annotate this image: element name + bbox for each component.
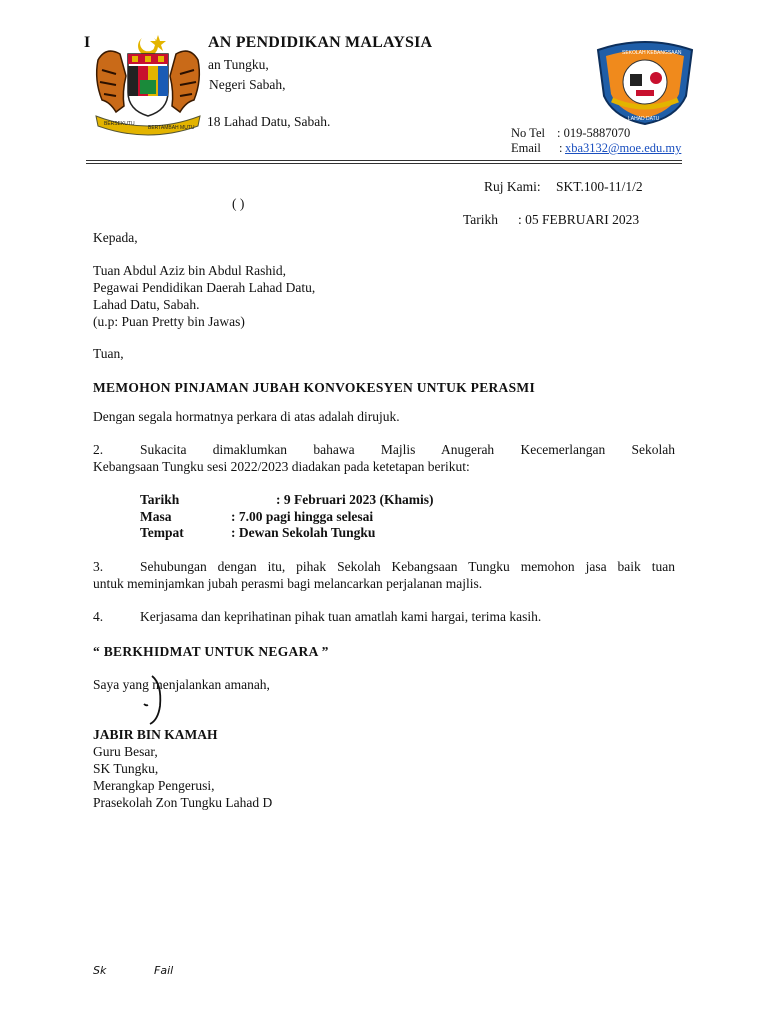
- closing: Saya yang menjalankan amanah,: [93, 677, 270, 692]
- address-line-1: an Tungku,: [208, 57, 269, 72]
- paragraph-3-line-2: untuk meminjamkan jubah perasmi bagi melancarkan perjalanan majlis.: [93, 576, 483, 591]
- signature: [138, 670, 178, 730]
- tel-value: : 019-5887070: [557, 126, 631, 140]
- address-line-2: Negeri Sabah,: [209, 77, 286, 92]
- signatory-line-1: Guru Besar,: [93, 744, 158, 759]
- detail-time-label: Masa: [140, 509, 172, 524]
- coat-banner-left: BERSEKUTU: [104, 121, 135, 127]
- recipient-line-2: Pegawai Pendidikan Daerah Lahad Datu,: [93, 280, 316, 295]
- email-colon: :: [559, 141, 563, 155]
- paragraph-4-number: 4.: [93, 609, 104, 624]
- paragraph-3-number: 3.: [93, 559, 104, 574]
- salutation: Tuan,: [93, 346, 124, 361]
- signatory-line-3: Merangkap Pengerusi,: [93, 778, 215, 793]
- recipient-line-4: (u.p: Puan Pretty bin Jawas): [93, 314, 245, 329]
- footer-copy-sk: Sk: [93, 964, 107, 977]
- paragraph-2-line-1: Sukacita dimaklumkan bahawa Majlis Anugerah Kecemerlangan Sekolah: [140, 442, 675, 457]
- coat-banner-right: BERTAMBAH MUTU: [148, 125, 195, 131]
- date-value: : 05 FEBRUARI 2023: [518, 212, 640, 227]
- letter-subject: MEMOHON PINJAMAN JUBAH KONVOKESYEN UNTUK PERASMI: [93, 380, 536, 395]
- paragraph-4-text: Kerjasama dan keprihatinan pihak tuan amatlah kami hargai, terima kasih.: [140, 609, 542, 624]
- recipient-kepada: Kepada,: [93, 230, 138, 245]
- school-logo-bottom-text: LAHAD DATU: [628, 116, 660, 122]
- detail-date-value: : 9 Februari 2023 (Khamis): [276, 492, 434, 507]
- header-divider: [86, 160, 682, 161]
- detail-venue-value: : Dewan Sekolah Tungku: [231, 525, 376, 540]
- motto: “ BERKHIDMAT UNTUK NEGARA ”: [93, 644, 329, 659]
- paragraph-3-line-1: Sehubungan dengan itu, pihak Sekolah Kebangsaan Tungku memohon jasa baik tuan: [140, 559, 675, 574]
- ref-parenthesis: ( ): [232, 196, 245, 211]
- ref-value: SKT.100-11/1/2: [556, 179, 643, 194]
- email-link[interactable]: xba3132@moe.edu.my: [565, 141, 682, 155]
- recipient-line-3: Lahad Datu, Sabah.: [93, 297, 200, 312]
- detail-venue-label: Tempat: [140, 525, 184, 540]
- school-logo: [592, 36, 698, 126]
- email-label: Email: [511, 141, 541, 155]
- paragraph-2-number: 2.: [93, 442, 104, 457]
- detail-date-label: Tarikh: [140, 492, 180, 507]
- date-label: Tarikh: [463, 212, 499, 227]
- school-logo-top-text: SEKOLAH KEBANGSAAN: [622, 50, 682, 56]
- letterhead-title-text: AN PENDIDIKAN MALAYSIA: [208, 34, 433, 51]
- paragraph-2-line-2: Kebangsaan Tungku sesi 2022/2023 diadakan pada ketetapan berikut:: [93, 459, 470, 474]
- letterhead-title-prefix: I: [84, 34, 91, 51]
- signatory-name: JABIR BIN KAMAH: [93, 727, 218, 742]
- recipient-line-1: Tuan Abdul Aziz bin Abdul Rashid,: [93, 263, 287, 278]
- tel-label: No Tel: [511, 126, 545, 140]
- footer-copy-fail: Fail: [154, 964, 174, 977]
- signatory-line-4: Prasekolah Zon Tungku Lahad D: [93, 795, 273, 810]
- detail-time-value: : 7.00 pagi hingga selesai: [231, 509, 374, 524]
- paragraph-1: Dengan segala hormatnya perkara di atas adalah dirujuk.: [93, 409, 400, 424]
- address-line-3: 18 Lahad Datu, Sabah.: [207, 114, 331, 129]
- signatory-line-2: SK Tungku,: [93, 761, 159, 776]
- ref-label: Ruj Kami:: [484, 179, 541, 194]
- header-divider-secondary: [86, 163, 682, 164]
- coat-of-arms-logo: [92, 30, 204, 136]
